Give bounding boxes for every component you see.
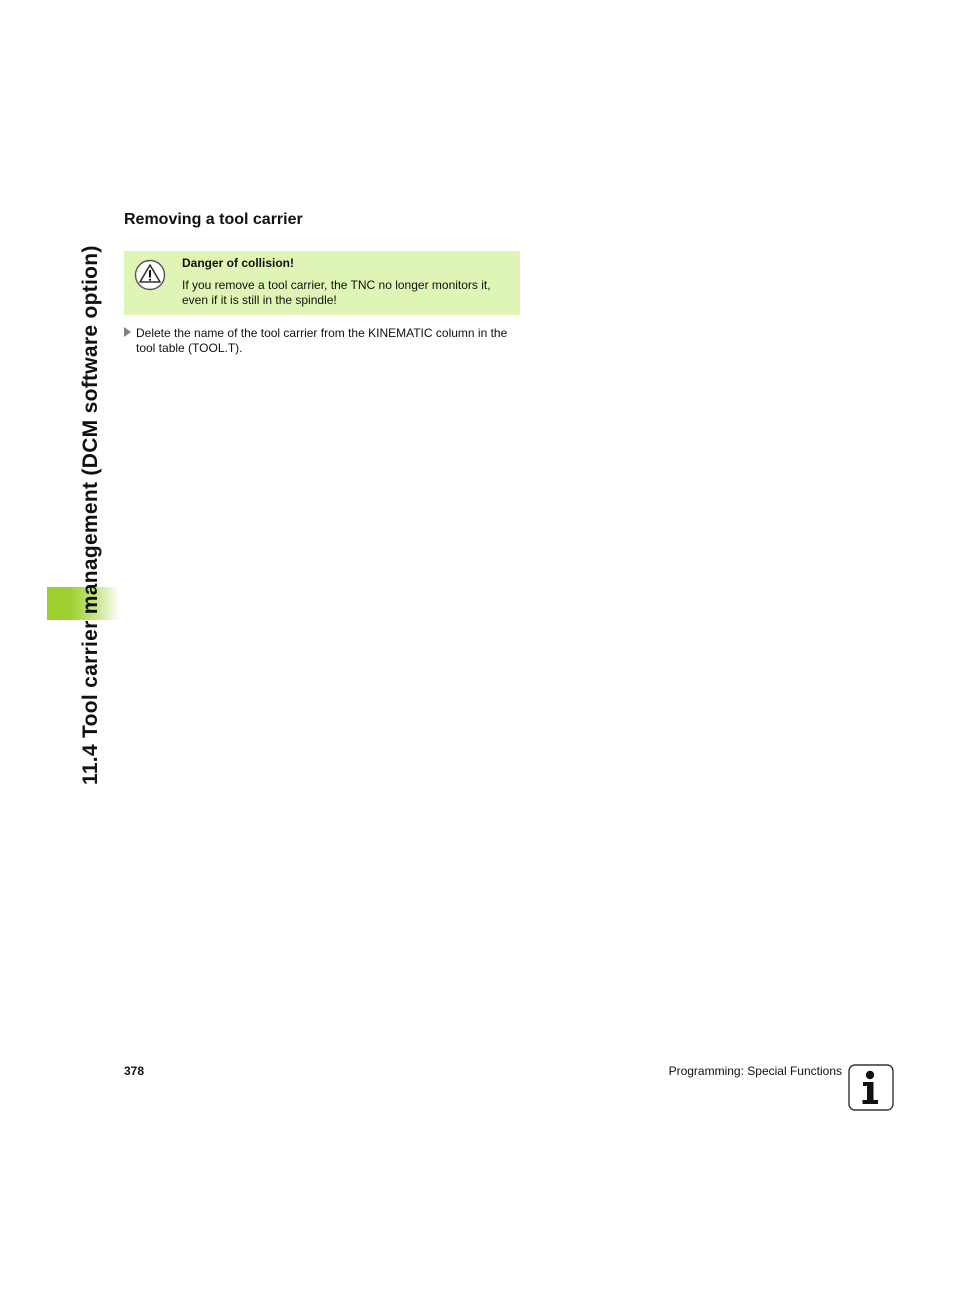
step-text: Delete the name of the tool carrier from the KINEMATIC column in the tool table (TOOL.T). [136, 326, 508, 355]
step-arrow-icon [124, 327, 131, 337]
page-number: 378 [124, 1064, 145, 1078]
section-heading: Removing a tool carrier [124, 211, 303, 228]
info-icon [848, 1064, 894, 1111]
warning-title: Danger of collision! [182, 256, 295, 270]
warning-text: If you remove a tool carrier, the TNC no longer monitors it, even if it is still in the spindle! [182, 278, 491, 307]
chapter-side-title: 11.4 Tool carrier management (DCM software option) [79, 245, 102, 785]
warning-triangle-icon [134, 259, 166, 293]
footer-chapter-title: Programming: Special Functions [668, 1064, 842, 1078]
warning-box [124, 251, 520, 315]
